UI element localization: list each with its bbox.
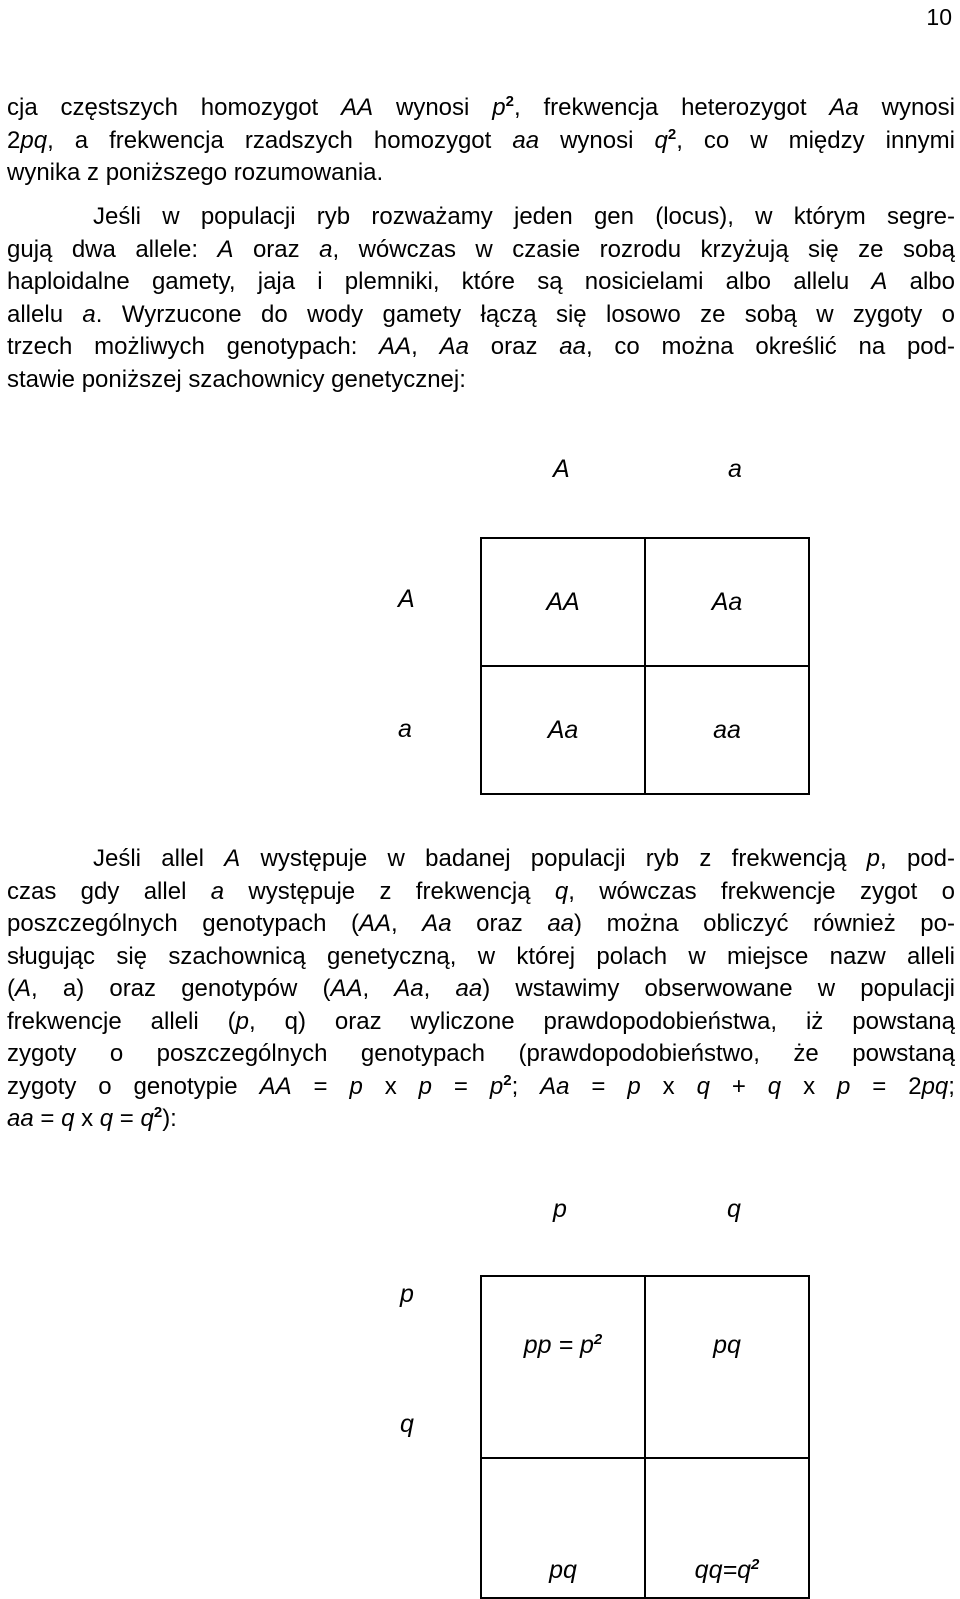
genotype-cell: Aa <box>645 538 809 666</box>
probability-cell: $qq=q^2$ <box>645 1458 809 1598</box>
text-line: Jeśli w populacji ryb rozważamy jeden gen (locus), w którym segre- <box>93 203 955 230</box>
punnett-square-genotypes <box>480 537 810 795</box>
row-label: a <box>398 715 412 743</box>
text-line: sługując się szachownicą genetyczną, w której polach w miejsce nazw alleli <box>7 942 955 970</box>
text-line: stawie poniższej szachownicy genetycznej: <box>7 365 466 393</box>
text-line: haploidalne gamety, jaja i plemniki, które są nosicielami albo allelu A albo <box>7 268 955 295</box>
probability-cell: pp = $p^2$ <box>481 1276 645 1458</box>
text-line: zygoty o genotypie AA = p x $p = p^2$; Aa = p x q + q x p = 2pq; <box>7 1071 955 1100</box>
text-line: zygoty o poszczególnych genotypach (prawdopodobieństwo, że powstaną <box>7 1040 955 1067</box>
text-line: cja częstszych homozygot AA wynosi $p^2$, frekwencja heterozygot Aa wynosi <box>7 93 955 121</box>
column-label: p <box>553 1195 567 1223</box>
text-line: wynika z poniższego rozumowania. <box>7 159 384 186</box>
paragraph-intro <box>7 92 955 190</box>
row-label: p <box>400 1280 414 1308</box>
column-label: q <box>727 1195 741 1223</box>
text-line: 2pq, a frekwencja rzadszych homozygot aa wynosi $q^2$, co w między innymi <box>7 125 956 154</box>
punnett-square-frequencies <box>480 1275 810 1599</box>
text-line: gują dwa allele: A oraz a, wówczas w czasie rozrodu krzyżują się ze sobą <box>7 235 955 263</box>
text-line: allelu a. Wyrzucone do wody gamety łączą się losowo ze sobą w zygoty o <box>7 300 955 328</box>
column-label: A <box>553 455 570 483</box>
text-line: czas gdy allel a występuje z frekwencją q, wówczas frekwencje zygot o <box>7 877 955 905</box>
text-line: (A, a) oraz genotypów (AA, Aa, aa) wstawimy obserwowane w populacji <box>7 975 956 1002</box>
page-number: 10 <box>926 4 952 30</box>
probability-cell: pq <box>481 1458 645 1598</box>
text-line: Jeśli allel A występuje w badanej populacji ryb z frekwencją p, pod- <box>93 845 956 872</box>
text-line: poszczególnych genotypach (AA, Aa oraz aa) można obliczyć również po- <box>7 910 955 937</box>
text-line: trzech możliwych genotypach: AA, Aa oraz aa, co można określić na pod- <box>7 333 955 360</box>
row-label: A <box>398 585 415 613</box>
text-line: aa = q x $q = q^2$): <box>7 1104 177 1132</box>
paragraph-gametes <box>7 201 955 396</box>
probability-cell: pq <box>645 1276 809 1458</box>
paragraph-frequencies <box>7 843 955 1136</box>
genotype-cell: AA <box>481 538 645 666</box>
row-label: q <box>400 1410 414 1438</box>
genotype-cell: aa <box>645 666 809 794</box>
text-line: frekwencje alleli (p, q) oraz wyliczone prawdopodobieństwa, iż powstaną <box>7 1007 955 1035</box>
column-label: a <box>728 455 742 483</box>
genotype-cell: Aa <box>481 666 645 794</box>
